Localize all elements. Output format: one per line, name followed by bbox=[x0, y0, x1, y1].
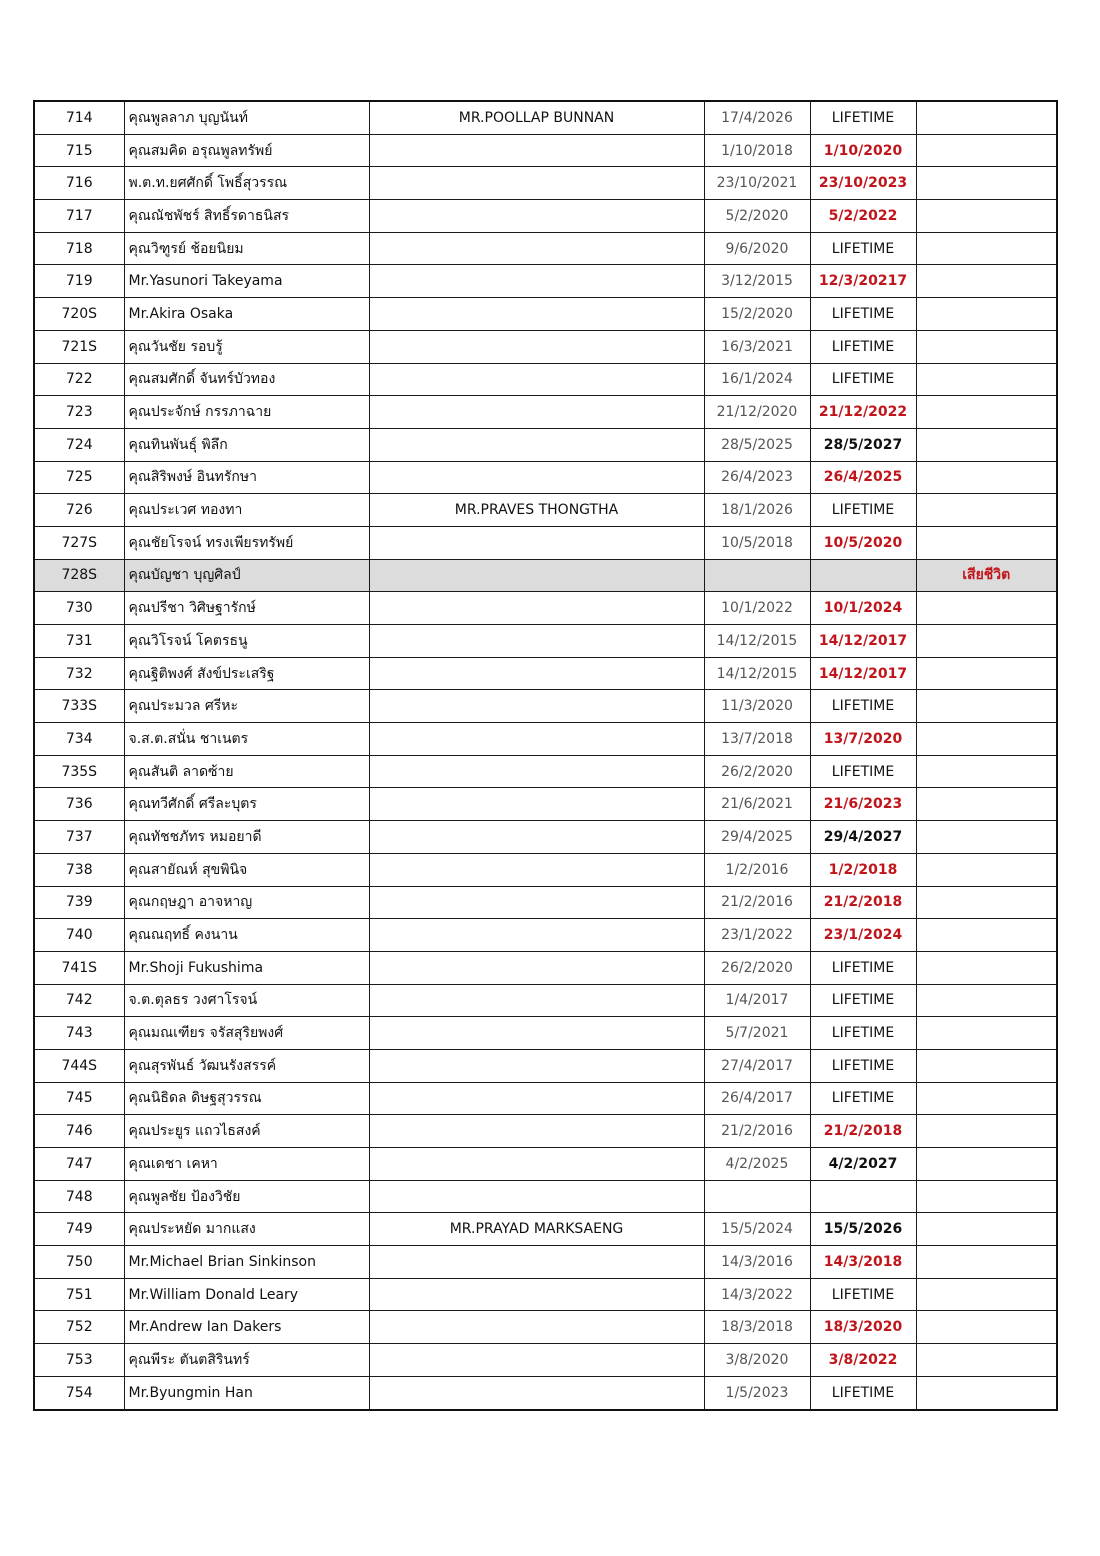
note-cell bbox=[916, 1311, 1057, 1344]
note-cell bbox=[916, 298, 1057, 331]
start-date-cell: 5/2/2020 bbox=[704, 200, 810, 233]
start-date-cell: 29/4/2025 bbox=[704, 821, 810, 854]
member-number-cell: 745 bbox=[34, 1082, 124, 1115]
table-row bbox=[34, 1213, 1057, 1246]
member-english-name-cell bbox=[369, 1049, 704, 1082]
member-name-cell: Mr.Akira Osaka bbox=[124, 298, 369, 331]
table-row bbox=[34, 200, 1057, 233]
member-name-cell: คุณบัญชา บุญศิลป์ bbox=[124, 559, 369, 592]
member-english-name-cell bbox=[369, 690, 704, 723]
note-cell bbox=[916, 526, 1057, 559]
member-name-cell: คุณสิริพงษ์ อินทรักษา bbox=[124, 461, 369, 494]
expiry-cell: LIFETIME bbox=[810, 363, 916, 396]
expiry-cell: LIFETIME bbox=[810, 1278, 916, 1311]
note-cell bbox=[916, 723, 1057, 756]
expiry-cell: 23/1/2024 bbox=[810, 919, 916, 952]
start-date-cell: 21/2/2016 bbox=[704, 886, 810, 919]
start-date-cell: 3/12/2015 bbox=[704, 265, 810, 298]
start-date-cell bbox=[704, 559, 810, 592]
member-number-cell: 738 bbox=[34, 853, 124, 886]
member-english-name-cell bbox=[369, 853, 704, 886]
expiry-cell: 1/2/2018 bbox=[810, 853, 916, 886]
table-row bbox=[34, 821, 1057, 854]
member-english-name-cell bbox=[369, 723, 704, 756]
expiry-cell: 15/5/2026 bbox=[810, 1213, 916, 1246]
member-english-name-cell bbox=[369, 200, 704, 233]
table-row bbox=[34, 101, 1057, 134]
member-name-cell: Mr.William Donald Leary bbox=[124, 1278, 369, 1311]
expiry-cell: 10/5/2020 bbox=[810, 526, 916, 559]
member-number-cell: 722 bbox=[34, 363, 124, 396]
table-row bbox=[34, 625, 1057, 658]
table-row bbox=[34, 265, 1057, 298]
member-number-cell: 735S bbox=[34, 755, 124, 788]
member-number-cell: 750 bbox=[34, 1246, 124, 1279]
member-name-cell: คุณทวีศักดิ์ ศรีละบุตร bbox=[124, 788, 369, 821]
expiry-cell: 21/6/2023 bbox=[810, 788, 916, 821]
note-cell bbox=[916, 428, 1057, 461]
start-date-cell: 1/2/2016 bbox=[704, 853, 810, 886]
note-cell bbox=[916, 461, 1057, 494]
note-cell bbox=[916, 330, 1057, 363]
member-name-cell: คุณปรีชา วิศิษฐารักษ์ bbox=[124, 592, 369, 625]
expiry-cell: LIFETIME bbox=[810, 1017, 916, 1050]
member-number-cell: 741S bbox=[34, 951, 124, 984]
note-cell bbox=[916, 200, 1057, 233]
member-english-name-cell bbox=[369, 1115, 704, 1148]
table-row bbox=[34, 657, 1057, 690]
member-english-name-cell bbox=[369, 657, 704, 690]
table-row bbox=[34, 559, 1057, 592]
member-name-cell: คุณวิฑูรย์ ช้อยนิยม bbox=[124, 232, 369, 265]
member-name-cell: คุณประหยัด มากแสง bbox=[124, 1213, 369, 1246]
member-name-cell: คุณสุรพันธ์ วัฒนรังสรรค์ bbox=[124, 1049, 369, 1082]
note-cell bbox=[916, 1213, 1057, 1246]
member-english-name-cell: MR.PRAYAD MARKSAENG bbox=[369, 1213, 704, 1246]
expiry-cell: LIFETIME bbox=[810, 101, 916, 134]
member-name-cell: คุณประจักษ์ กรรภาฉาย bbox=[124, 396, 369, 429]
table-row bbox=[34, 951, 1057, 984]
expiry-cell: LIFETIME bbox=[810, 984, 916, 1017]
member-name-cell: คุณทัชชภัทร หมอยาดี bbox=[124, 821, 369, 854]
member-english-name-cell: MR.POOLLAP BUNNAN bbox=[369, 101, 704, 134]
member-number-cell: 730 bbox=[34, 592, 124, 625]
member-name-cell: คุณพีระ ตันตสิรินทร์ bbox=[124, 1344, 369, 1377]
member-english-name-cell bbox=[369, 559, 704, 592]
start-date-cell: 5/7/2021 bbox=[704, 1017, 810, 1050]
table-row bbox=[34, 886, 1057, 919]
table-row bbox=[34, 396, 1057, 429]
start-date-cell: 28/5/2025 bbox=[704, 428, 810, 461]
member-english-name-cell bbox=[369, 592, 704, 625]
expiry-cell: LIFETIME bbox=[810, 951, 916, 984]
note-cell bbox=[916, 886, 1057, 919]
table-row bbox=[34, 723, 1057, 756]
note-cell bbox=[916, 1148, 1057, 1181]
member-english-name-cell bbox=[369, 886, 704, 919]
expiry-cell: 26/4/2025 bbox=[810, 461, 916, 494]
note-cell bbox=[916, 853, 1057, 886]
table-row bbox=[34, 526, 1057, 559]
member-number-cell: 714 bbox=[34, 101, 124, 134]
member-name-cell: คุณนิธิดล ดิษฐสุวรรณ bbox=[124, 1082, 369, 1115]
start-date-cell: 21/12/2020 bbox=[704, 396, 810, 429]
member-english-name-cell bbox=[369, 1148, 704, 1181]
expiry-cell: 10/1/2024 bbox=[810, 592, 916, 625]
table-row bbox=[34, 134, 1057, 167]
start-date-cell: 26/2/2020 bbox=[704, 755, 810, 788]
table-row bbox=[34, 1246, 1057, 1279]
start-date-cell: 10/5/2018 bbox=[704, 526, 810, 559]
member-name-cell: คุณสมศักดิ์ จันทร์บัวทอง bbox=[124, 363, 369, 396]
member-english-name-cell bbox=[369, 919, 704, 952]
table-row bbox=[34, 1115, 1057, 1148]
member-number-cell: 739 bbox=[34, 886, 124, 919]
member-number-cell: 736 bbox=[34, 788, 124, 821]
note-cell bbox=[916, 690, 1057, 723]
member-table bbox=[33, 100, 1058, 1411]
member-english-name-cell bbox=[369, 1376, 704, 1409]
member-number-cell: 733S bbox=[34, 690, 124, 723]
member-name-cell: คุณประเวศ ทองทา bbox=[124, 494, 369, 527]
table-row bbox=[34, 1180, 1057, 1213]
expiry-cell: LIFETIME bbox=[810, 690, 916, 723]
member-number-cell: 742 bbox=[34, 984, 124, 1017]
note-cell bbox=[916, 232, 1057, 265]
start-date-cell: 10/1/2022 bbox=[704, 592, 810, 625]
expiry-cell bbox=[810, 559, 916, 592]
expiry-cell: 23/10/2023 bbox=[810, 167, 916, 200]
member-number-cell: 734 bbox=[34, 723, 124, 756]
start-date-cell: 1/10/2018 bbox=[704, 134, 810, 167]
note-cell bbox=[916, 1246, 1057, 1279]
start-date-cell: 14/12/2015 bbox=[704, 657, 810, 690]
member-list-sheet bbox=[33, 100, 1056, 1411]
expiry-cell: LIFETIME bbox=[810, 494, 916, 527]
start-date-cell: 14/3/2022 bbox=[704, 1278, 810, 1311]
member-number-cell: 725 bbox=[34, 461, 124, 494]
table-row bbox=[34, 232, 1057, 265]
start-date-cell: 18/3/2018 bbox=[704, 1311, 810, 1344]
expiry-cell: 28/5/2027 bbox=[810, 428, 916, 461]
member-name-cell: Mr.Yasunori Takeyama bbox=[124, 265, 369, 298]
start-date-cell: 1/5/2023 bbox=[704, 1376, 810, 1409]
member-english-name-cell bbox=[369, 232, 704, 265]
member-name-cell: Mr.Shoji Fukushima bbox=[124, 951, 369, 984]
table-row bbox=[34, 1311, 1057, 1344]
expiry-cell: LIFETIME bbox=[810, 298, 916, 331]
start-date-cell: 27/4/2017 bbox=[704, 1049, 810, 1082]
expiry-cell: 4/2/2027 bbox=[810, 1148, 916, 1181]
expiry-cell: 29/4/2027 bbox=[810, 821, 916, 854]
member-number-cell: 748 bbox=[34, 1180, 124, 1213]
expiry-cell: 21/2/2018 bbox=[810, 1115, 916, 1148]
member-name-cell: Mr.Byungmin Han bbox=[124, 1376, 369, 1409]
note-cell bbox=[916, 821, 1057, 854]
member-number-cell: 723 bbox=[34, 396, 124, 429]
expiry-cell: 12/3/20217 bbox=[810, 265, 916, 298]
start-date-cell: 3/8/2020 bbox=[704, 1344, 810, 1377]
member-number-cell: 718 bbox=[34, 232, 124, 265]
member-english-name-cell bbox=[369, 428, 704, 461]
expiry-cell: 18/3/2020 bbox=[810, 1311, 916, 1344]
member-name-cell: คุณฐิติพงศ์ สังข์ประเสริฐ bbox=[124, 657, 369, 690]
member-english-name-cell bbox=[369, 461, 704, 494]
member-english-name-cell bbox=[369, 134, 704, 167]
table-row bbox=[34, 984, 1057, 1017]
member-name-cell: จ.ส.ต.สนั่น ชาเนตร bbox=[124, 723, 369, 756]
member-number-cell: 753 bbox=[34, 1344, 124, 1377]
note-cell bbox=[916, 919, 1057, 952]
start-date-cell: 4/2/2025 bbox=[704, 1148, 810, 1181]
member-english-name-cell bbox=[369, 1246, 704, 1279]
table-row bbox=[34, 1049, 1057, 1082]
table-row bbox=[34, 1082, 1057, 1115]
member-english-name-cell bbox=[369, 755, 704, 788]
note-cell bbox=[916, 788, 1057, 821]
member-english-name-cell: MR.PRAVES THONGTHA bbox=[369, 494, 704, 527]
note-cell bbox=[916, 951, 1057, 984]
note-cell bbox=[916, 1376, 1057, 1409]
member-number-cell: 728S bbox=[34, 559, 124, 592]
table-row bbox=[34, 494, 1057, 527]
table-row bbox=[34, 1376, 1057, 1409]
expiry-cell: LIFETIME bbox=[810, 1376, 916, 1409]
member-english-name-cell bbox=[369, 330, 704, 363]
expiry-cell: LIFETIME bbox=[810, 330, 916, 363]
note-cell bbox=[916, 1017, 1057, 1050]
member-number-cell: 749 bbox=[34, 1213, 124, 1246]
expiry-cell bbox=[810, 1180, 916, 1213]
member-number-cell: 731 bbox=[34, 625, 124, 658]
start-date-cell: 15/2/2020 bbox=[704, 298, 810, 331]
table-row bbox=[34, 461, 1057, 494]
table-row bbox=[34, 755, 1057, 788]
member-english-name-cell bbox=[369, 526, 704, 559]
note-cell bbox=[916, 755, 1057, 788]
note-cell bbox=[916, 1278, 1057, 1311]
note-cell bbox=[916, 494, 1057, 527]
start-date-cell: 15/5/2024 bbox=[704, 1213, 810, 1246]
member-name-cell: คุณเดชา เคหา bbox=[124, 1148, 369, 1181]
member-number-cell: 737 bbox=[34, 821, 124, 854]
start-date-cell bbox=[704, 1180, 810, 1213]
member-english-name-cell bbox=[369, 1017, 704, 1050]
expiry-cell: 13/7/2020 bbox=[810, 723, 916, 756]
note-cell bbox=[916, 363, 1057, 396]
member-english-name-cell bbox=[369, 788, 704, 821]
member-name-cell: คุณประยูร แถวไธสงค์ bbox=[124, 1115, 369, 1148]
table-row bbox=[34, 592, 1057, 625]
member-name-cell: คุณสายัณห์ สุขพินิจ bbox=[124, 853, 369, 886]
start-date-cell: 9/6/2020 bbox=[704, 232, 810, 265]
member-name-cell: คุณทินพันธุ์ พิลึก bbox=[124, 428, 369, 461]
member-number-cell: 724 bbox=[34, 428, 124, 461]
member-name-cell: คุณวันชัย รอบรู้ bbox=[124, 330, 369, 363]
note-cell bbox=[916, 1344, 1057, 1377]
start-date-cell: 23/1/2022 bbox=[704, 919, 810, 952]
start-date-cell: 13/7/2018 bbox=[704, 723, 810, 756]
start-date-cell: 11/3/2020 bbox=[704, 690, 810, 723]
member-english-name-cell bbox=[369, 265, 704, 298]
note-cell bbox=[916, 1115, 1057, 1148]
note-cell bbox=[916, 1049, 1057, 1082]
member-english-name-cell bbox=[369, 167, 704, 200]
member-name-cell: คุณพูลลาภ บุญนันท์ bbox=[124, 101, 369, 134]
table-row bbox=[34, 428, 1057, 461]
member-number-cell: 719 bbox=[34, 265, 124, 298]
member-name-cell: คุณพูลชัย ป้องวิชัย bbox=[124, 1180, 369, 1213]
member-english-name-cell bbox=[369, 1180, 704, 1213]
table-row bbox=[34, 298, 1057, 331]
member-name-cell: Mr.Andrew Ian Dakers bbox=[124, 1311, 369, 1344]
member-name-cell: คุณประมวล ศรีหะ bbox=[124, 690, 369, 723]
member-name-cell: Mr.Michael Brian Sinkinson bbox=[124, 1246, 369, 1279]
member-number-cell: 715 bbox=[34, 134, 124, 167]
note-cell: เสียชีวิต bbox=[916, 559, 1057, 592]
member-english-name-cell bbox=[369, 363, 704, 396]
expiry-cell: 21/2/2018 bbox=[810, 886, 916, 919]
member-english-name-cell bbox=[369, 951, 704, 984]
note-cell bbox=[916, 167, 1057, 200]
member-number-cell: 743 bbox=[34, 1017, 124, 1050]
start-date-cell: 14/12/2015 bbox=[704, 625, 810, 658]
member-name-cell: จ.ต.ตุลธร วงศาโรจน์ bbox=[124, 984, 369, 1017]
table-row bbox=[34, 363, 1057, 396]
expiry-cell: LIFETIME bbox=[810, 755, 916, 788]
start-date-cell: 26/4/2023 bbox=[704, 461, 810, 494]
member-table-body bbox=[34, 101, 1057, 1410]
start-date-cell: 1/4/2017 bbox=[704, 984, 810, 1017]
expiry-cell: 5/2/2022 bbox=[810, 200, 916, 233]
member-name-cell: คุณวิโรจน์ โคตรธนู bbox=[124, 625, 369, 658]
member-english-name-cell bbox=[369, 1082, 704, 1115]
member-number-cell: 732 bbox=[34, 657, 124, 690]
member-name-cell: คุณณฤทธิ์ คงนาน bbox=[124, 919, 369, 952]
expiry-cell: 14/12/2017 bbox=[810, 657, 916, 690]
start-date-cell: 17/4/2026 bbox=[704, 101, 810, 134]
start-date-cell: 21/2/2016 bbox=[704, 1115, 810, 1148]
start-date-cell: 21/6/2021 bbox=[704, 788, 810, 821]
table-row bbox=[34, 853, 1057, 886]
member-number-cell: 744S bbox=[34, 1049, 124, 1082]
member-number-cell: 746 bbox=[34, 1115, 124, 1148]
member-english-name-cell bbox=[369, 1278, 704, 1311]
table-row bbox=[34, 788, 1057, 821]
expiry-cell: 14/3/2018 bbox=[810, 1246, 916, 1279]
start-date-cell: 16/1/2024 bbox=[704, 363, 810, 396]
start-date-cell: 26/4/2017 bbox=[704, 1082, 810, 1115]
member-english-name-cell bbox=[369, 984, 704, 1017]
member-name-cell: คุณกฤษฎา อาจหาญ bbox=[124, 886, 369, 919]
note-cell bbox=[916, 101, 1057, 134]
member-number-cell: 751 bbox=[34, 1278, 124, 1311]
expiry-cell: 21/12/2022 bbox=[810, 396, 916, 429]
member-number-cell: 740 bbox=[34, 919, 124, 952]
table-row bbox=[34, 330, 1057, 363]
expiry-cell: 3/8/2022 bbox=[810, 1344, 916, 1377]
member-number-cell: 752 bbox=[34, 1311, 124, 1344]
note-cell bbox=[916, 265, 1057, 298]
member-number-cell: 721S bbox=[34, 330, 124, 363]
table-row bbox=[34, 690, 1057, 723]
member-name-cell: คุณณัชพัชร์ สิทธิ์รดาธนิสร bbox=[124, 200, 369, 233]
start-date-cell: 23/10/2021 bbox=[704, 167, 810, 200]
note-cell bbox=[916, 657, 1057, 690]
note-cell bbox=[916, 984, 1057, 1017]
table-row bbox=[34, 1278, 1057, 1311]
note-cell bbox=[916, 592, 1057, 625]
member-english-name-cell bbox=[369, 1344, 704, 1377]
expiry-cell: LIFETIME bbox=[810, 232, 916, 265]
table-row bbox=[34, 919, 1057, 952]
expiry-cell: 14/12/2017 bbox=[810, 625, 916, 658]
member-name-cell: พ.ต.ท.ยศศักดิ์ โพธิ์สุวรรณ bbox=[124, 167, 369, 200]
member-name-cell: คุณสันติ ลาดซ้าย bbox=[124, 755, 369, 788]
expiry-cell: LIFETIME bbox=[810, 1082, 916, 1115]
member-name-cell: คุณชัยโรจน์ ทรงเพียรทรัพย์ bbox=[124, 526, 369, 559]
member-number-cell: 727S bbox=[34, 526, 124, 559]
member-number-cell: 717 bbox=[34, 200, 124, 233]
start-date-cell: 14/3/2016 bbox=[704, 1246, 810, 1279]
member-number-cell: 726 bbox=[34, 494, 124, 527]
expiry-cell: LIFETIME bbox=[810, 1049, 916, 1082]
table-row bbox=[34, 1148, 1057, 1181]
note-cell bbox=[916, 134, 1057, 167]
member-english-name-cell bbox=[369, 396, 704, 429]
note-cell bbox=[916, 625, 1057, 658]
member-name-cell: คุณสมคิด อรุณพูลทรัพย์ bbox=[124, 134, 369, 167]
expiry-cell: 1/10/2020 bbox=[810, 134, 916, 167]
note-cell bbox=[916, 1180, 1057, 1213]
member-english-name-cell bbox=[369, 298, 704, 331]
table-row bbox=[34, 1017, 1057, 1050]
member-english-name-cell bbox=[369, 1311, 704, 1344]
table-row bbox=[34, 1344, 1057, 1377]
member-number-cell: 720S bbox=[34, 298, 124, 331]
member-number-cell: 716 bbox=[34, 167, 124, 200]
start-date-cell: 26/2/2020 bbox=[704, 951, 810, 984]
table-row bbox=[34, 167, 1057, 200]
note-cell bbox=[916, 1082, 1057, 1115]
note-cell bbox=[916, 396, 1057, 429]
member-number-cell: 747 bbox=[34, 1148, 124, 1181]
member-number-cell: 754 bbox=[34, 1376, 124, 1409]
start-date-cell: 16/3/2021 bbox=[704, 330, 810, 363]
member-name-cell: คุณมณเฑียร จรัสสุริยพงศ์ bbox=[124, 1017, 369, 1050]
member-english-name-cell bbox=[369, 625, 704, 658]
member-english-name-cell bbox=[369, 821, 704, 854]
start-date-cell: 18/1/2026 bbox=[704, 494, 810, 527]
